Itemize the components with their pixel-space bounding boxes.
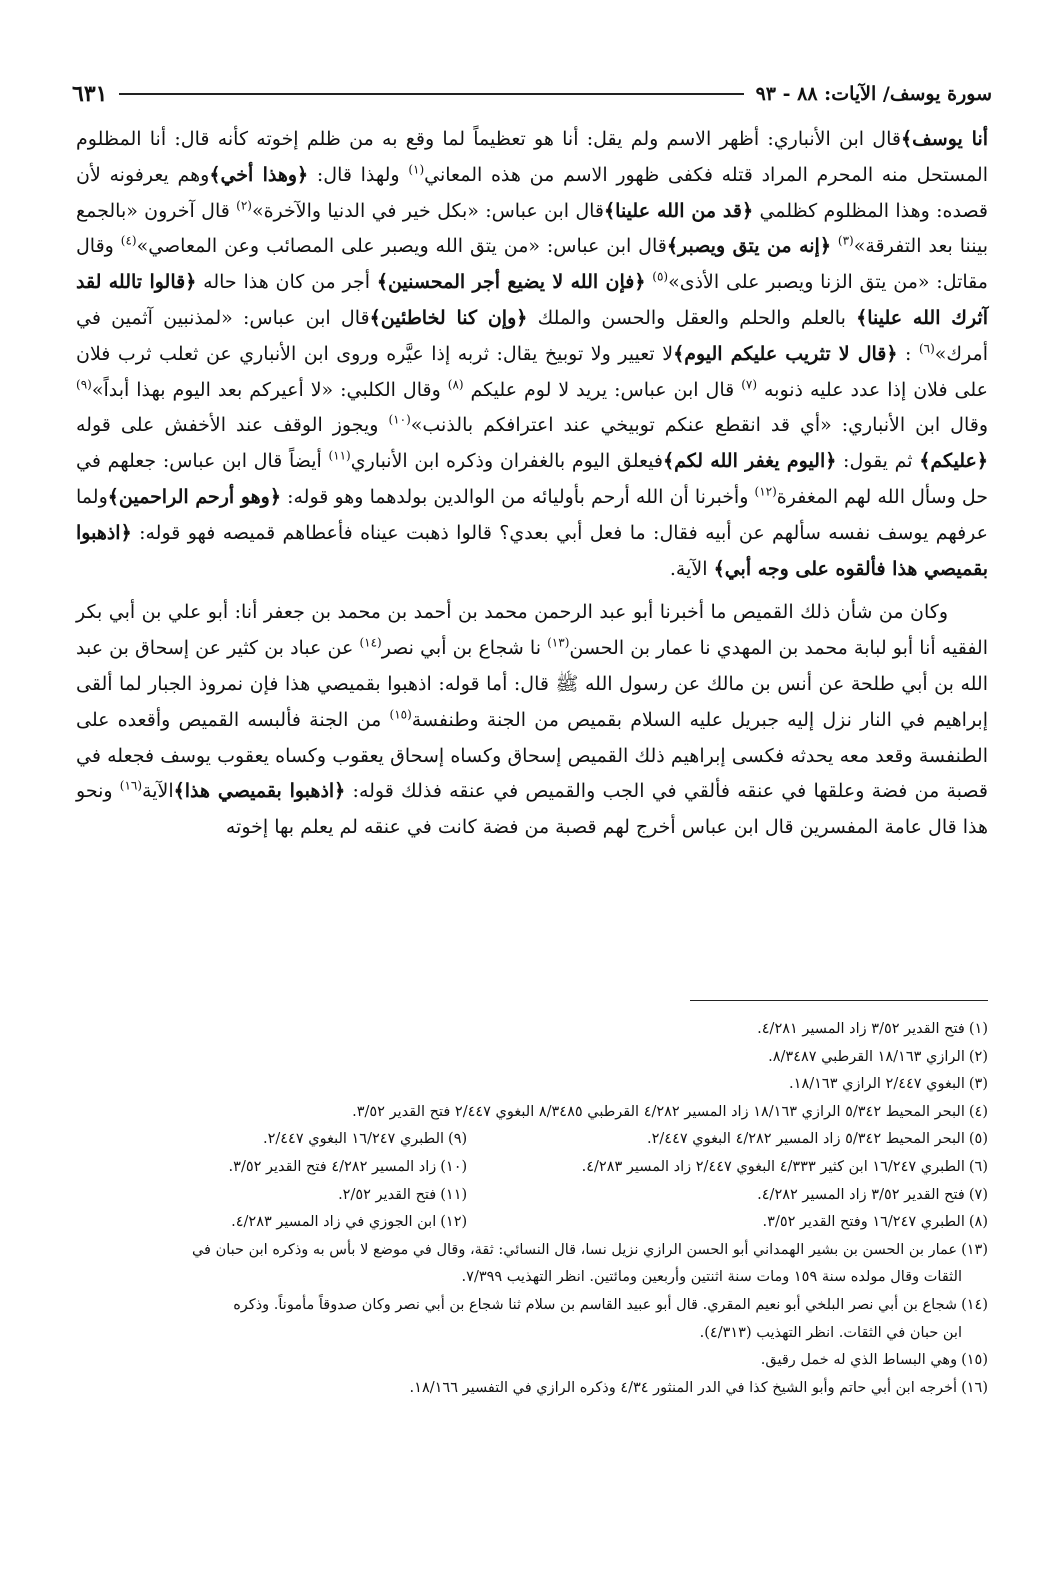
quran-quote: ﴿قد من الله علينا﴾ [604, 199, 754, 222]
text-run: وقال الكلبي: «لا أعيركم بعد اليوم بهذا أبداً» [91, 378, 448, 401]
footnote-9: (٩)الطبري ١٦/٢٤٧ البغوي ٢/٤٤٧. [262, 1131, 468, 1148]
paragraph-1 [76, 122, 988, 587]
quran-quote: ﴿قال لا تثريب عليكم اليوم﴾ [673, 342, 898, 365]
text-run: ونحو هذا قال عامة المفسرين قال ابن عباس أخرج لهم قصبة من فضة كانت في عنقه لم يعلم بها إخوته [76, 780, 988, 839]
footnote-11: (١١)فتح القدير ٢/٥٢. [338, 1186, 468, 1203]
text-run: ولهذا قال: [308, 163, 409, 186]
text-run: وقال ابن الأنباري: «أي قد انقطع عنكم توبيخي عند اعترافكم بالذنب» [410, 414, 989, 437]
footnote-ref: (١٦) [119, 779, 143, 794]
quran-quote: ﴿وإن كنا لخاطئين﴾ [369, 306, 528, 329]
footnote-ref: (٩) [76, 377, 92, 392]
text-run: قال ابن عباس: «لمذنبين آثمين في أمرك» [76, 306, 988, 365]
footnotes [90, 1016, 988, 1402]
text-run: بالعلم والحلم والعقل والحسن والملك [527, 306, 857, 329]
footnote-2: (٢)الرازي ١٨/١٦٣ القرطبي ٨/٣٤٨٧. [768, 1048, 988, 1065]
footnote-ref: (١) [408, 162, 425, 177]
quran-quote: ﴿فإن الله لا يضيع أجر المحسنين﴾ [376, 271, 646, 294]
footnote-row [90, 1209, 988, 1237]
header-rule [119, 93, 743, 95]
text-run: أجر من كان هذا حاله [196, 271, 377, 294]
text-run: وهم يعرفونه لأن قصده: وهذا المظلوم كظلمي [76, 163, 989, 222]
text-run: قال ابن عباس: «من يتق الله ويصبر على المصائب وعن المعاصي» [136, 235, 667, 258]
quran-quote: ﴿اذهبوا بقميصي هذا﴾ [173, 780, 346, 803]
text-run: أيضاً قال ابن عباس: جعلهم في حل وسأل الله لهم المغفرة [76, 450, 988, 508]
paragraph-2 [76, 595, 988, 846]
text-run: قال ابن عباس: «بكل خير في الدنيا والآخرة» [251, 199, 605, 222]
footnote-4: (٤)البحر المحيط ٥/٣٤٢ الرازي ١٨/١٦٣ زاد المسير ٤/٢٨٢ القرطبي ٨/٣٤٨٥ البغوي ٢/٤٤٧ فتح القدير ٣/٥٢. [352, 1103, 988, 1120]
text-run: من الجنة فألبسه القميص وأقعده على الطنفسة وقعد معه يحدثه فكسى إبراهيم ذلك القميص إسحاق وكساه إسحاق يعقوب وكساه يعقوب يوسف فجعله في قصبة من فضة وعلقها في عنقه فألقي في الجب والقميص في عنقه فذلك قوله: [76, 708, 988, 803]
footnote-13-continued: الثقات وقال مولده سنة ١٥٩ ومات سنة اثنتين وأربعين ومائتين. انظر التهذيب ٧/٣٩٩. [461, 1269, 962, 1286]
quran-quote: ﴿عليكم﴾ [919, 450, 988, 473]
footnote-ref: (١٣) [547, 635, 570, 650]
footnote-5: (٥)البحر المحيط ٥/٣٤٢ زاد المسير ٤/٢٨٢ البغوي ٢/٤٤٧. [647, 1131, 988, 1148]
footnote-3: (٣)البغوي ٢/٤٤٧ الرازي ١٨/١٦٣. [789, 1076, 988, 1093]
footnote-ref: (١٠) [388, 413, 411, 428]
footnote-16: (١٦)أخرجه ابن أبي حاتم وأبو الشيخ كذا في الدر المنثور ٤/٣٤ وذكره الرازي في التفسير ١٨/١٦٦. [409, 1379, 988, 1396]
text-run: وكان من شأن ذلك القميص ما أخبرنا أبو عبد الرحمن محمد بن أحمد بن محمد بن جعفر أنا: أبو علي بن أبي بكر الفقيه أنا أبو لبابة محمد بن المهدي نا عمار بن الحسن [76, 601, 988, 660]
text-run: الآية. [669, 557, 714, 580]
footnote-ref: (٤) [120, 234, 137, 249]
footnote-row [90, 1182, 988, 1210]
main-text [76, 122, 988, 846]
quran-quote: أنا يوسف﴾ [901, 128, 989, 150]
footnote-14-continued: ابن حبان في الثقات. انظر التهذيب (٤/٣١٣). [699, 1324, 962, 1341]
quran-quote: ﴿وهذا أخي﴾ [209, 163, 309, 186]
footnote-15: (١٥)وهي البساط الذي له خمل رقيق. [760, 1352, 988, 1369]
footnote-ref: (١٥) [389, 707, 412, 722]
footnote-13: (١٣)عمار بن الحسن بن بشير الهمداني أبو الحسن الرازي نزيل نسا، قال النسائي: ثقة، وقال في موضع لا بأس به وذكره ابن حبان في [191, 1241, 988, 1258]
text-run: قال ابن الأنباري: أظهر الاسم ولم يقل: أنا هو تعظيماً لما وقع به من ظلم إخوته كأنه قال: أنا المظلوم المستحل منه المحرم المراد قتله فكفى ظهور الاسم من هذه المعاني [76, 128, 988, 186]
footnote-separator [690, 1000, 988, 1001]
footnote-ref: (٢) [236, 198, 252, 213]
text-run: : [897, 342, 919, 365]
footnote-ref: (٧) [741, 377, 758, 392]
footnote-8: (٨)الطبري ١٦/٢٤٧ وفتح القدير ٣/٥٢. [762, 1214, 988, 1231]
text-run: قال ابن عباس: يريد لا لوم عليكم [463, 378, 742, 401]
quran-quote: ﴿قالوا تالله لقد آثرك الله علينا﴾ [76, 271, 988, 329]
text-run: وقال مقاتل: «من يتق الزنا ويصبر على الأذى» [76, 235, 988, 294]
page-number: ٦٣١ [72, 81, 108, 107]
quran-quote: ﴿وهو أرحم الراحمين﴾ [107, 485, 281, 508]
text-run: لا تعيير ولا توبيخ يقال: ثربه إذا عيَّره وروى ابن الأنباري عن ثعلب ثرب فلان على فلان إذا عدد عليه ذنوبه [76, 342, 989, 401]
footnote-ref: (١١) [328, 448, 351, 463]
footnote-row [90, 1154, 988, 1182]
text-run: ولما عرفهم يوسف نفسه سألهم عن أبيه فقال: ما فعل أبي بعدي؟ قالوا ذهبت عيناه فأعطاهم قميصه فهو قوله: [76, 485, 988, 544]
footnote-ref: (٥) [652, 269, 669, 284]
footnote-12: (١٢)ابن الجوزي في زاد المسير ٤/٢٨٣. [231, 1214, 468, 1231]
text-run: فيعلق اليوم بالغفران وذكره ابن الأنباري [350, 450, 664, 473]
text-run: وأخبرنا أن الله أرحم بأوليائه من الوالدين بولدهما وهو قوله: [280, 485, 755, 508]
footnote-1: (١)فتح القدير ٣/٥٢ زاد المسير ٤/٢٨١. [757, 1021, 988, 1037]
footnote-7: (٧)فتح القدير ٣/٥٢ زاد المسير ٤/٢٨٢. [757, 1186, 988, 1203]
text-run: ويجوز الوقف عند الأخفش على قوله [76, 414, 389, 437]
text-run: قال آخرون «بالجمع بيننا بعد التفرقة» [76, 199, 988, 258]
text-run: عن عباد بن كثير عن إسحاق بن عبد الله بن أبي طلحة عن أنس بن مالك عن رسول الله ﷺ قال: أما قوله: اذهبوا بقميصي هذا فإن نمروذ الجبار لما ألقى إبراهيم في النار نزل إليه جبريل عليه السلام بقميص من الجنة وطنفسة [76, 637, 988, 731]
footnote-10: (١٠)زاد المسير ٤/٢٨٢ فتح القدير ٣/٥٢. [228, 1158, 468, 1175]
footnote-14: (١٤)شجاع بن أبي نصر البلخي أبو نعيم المقري. قال أبو عبيد القاسم بن سلام ثنا شجاع بن أبي نصر وكان صدوقاً مأموناً. وذكره [233, 1296, 988, 1313]
running-header [72, 74, 992, 114]
footnote-ref: (١٤) [359, 635, 382, 650]
footnote-row [90, 1126, 988, 1154]
text-run [831, 235, 838, 257]
quran-quote: ﴿اليوم يغفر الله لكم﴾ [663, 450, 837, 473]
quran-quote: ﴿إنه من يتق ويصبر﴾ [666, 235, 831, 258]
surah-title: سورة يوسف/ الآيات: ٨٨ - ٩٣ [755, 83, 992, 105]
quran-quote: ﴿اذهبوا بقميصي هذا فألقوه على وجه أبي﴾ [76, 521, 988, 580]
text-run: ثم يقول: [836, 450, 920, 473]
text-run: الآية [142, 780, 174, 803]
footnote-ref: (٦) [918, 341, 935, 356]
footnote-ref: (٣) [837, 234, 854, 249]
footnote-6: (٦)الطبري ١٦/٢٤٧ ابن كثير ٤/٣٣٣ البغوي ٢/٤٤٧ زاد المسير ٤/٢٨٣. [581, 1158, 988, 1175]
text-run: نا شجاع بن أبي نصر [381, 637, 548, 660]
footnote-ref: (١٢) [754, 484, 777, 499]
footnote-ref: (٨) [447, 377, 464, 392]
